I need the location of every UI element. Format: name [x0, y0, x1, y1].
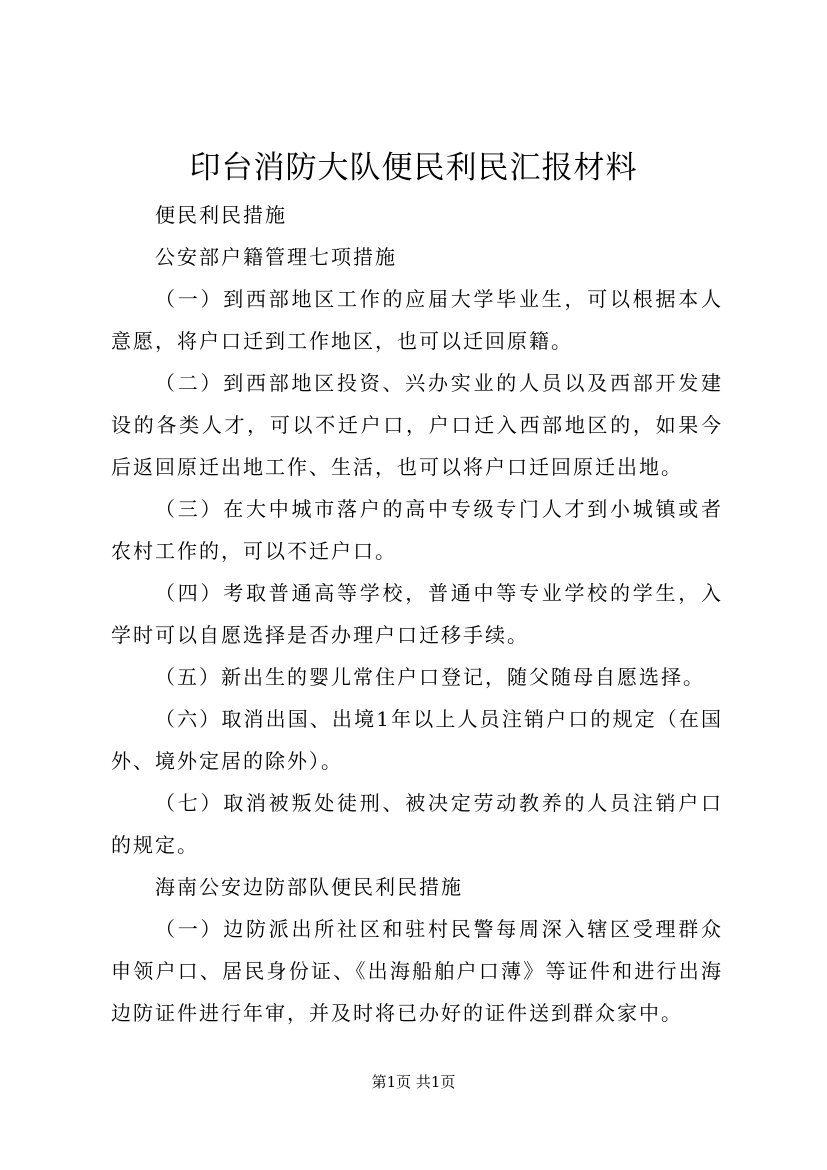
- section-heading: 便民利民措施: [155, 203, 287, 227]
- body-paragraph: （五）新出生的婴儿常住户口登记，随父随母自愿选择。: [155, 665, 705, 689]
- body-paragraph: （七）取消被叛处徒刑、被决定劳动教养的人员注销户口的规定。: [111, 791, 723, 857]
- body-paragraph: （二）到西部地区投资、兴办实业的人员以及西部开发建设的各类人才，可以不迁户口，户口迁入西部地区的，如果今后返回原迁出地工作、生活，也可以将户口迁回原迁出地。: [111, 371, 723, 479]
- body-paragraph: （六）取消出国、出境1年以上人员注销户口的规定（在国外、境外定居的除外）。: [111, 707, 723, 773]
- body-paragraph: （三）在大中城市落户的高中专级专门人才到小城镇或者农村工作的，可以不迁户口。: [111, 497, 723, 563]
- section-heading: 海南公安边防部队便民利民措施: [155, 875, 463, 899]
- document-title: 印台消防大队便民利民汇报材料: [189, 150, 638, 186]
- body-paragraph: （一）边防派出所社区和驻村民警每周深入辖区受理群众申领户口、居民身份证、《出海船舶户口薄》等证件和进行出海边防证件进行年审，并及时将已办好的证件送到群众家中。: [111, 917, 723, 1025]
- page-footer: 第1页 共1页: [371, 1073, 456, 1091]
- section-heading: 公安部户籍管理七项措施: [155, 245, 397, 269]
- body-paragraph: （四）考取普通高等学校，普通中等专业学校的学生，入学时可以自愿选择是否办理户口迁移手续。: [111, 581, 723, 647]
- body-paragraph: （一）到西部地区工作的应届大学毕业生，可以根据本人意愿，将户口迁到工作地区，也可以迁回原籍。: [111, 287, 723, 353]
- document-body: [111, 194, 723, 1034]
